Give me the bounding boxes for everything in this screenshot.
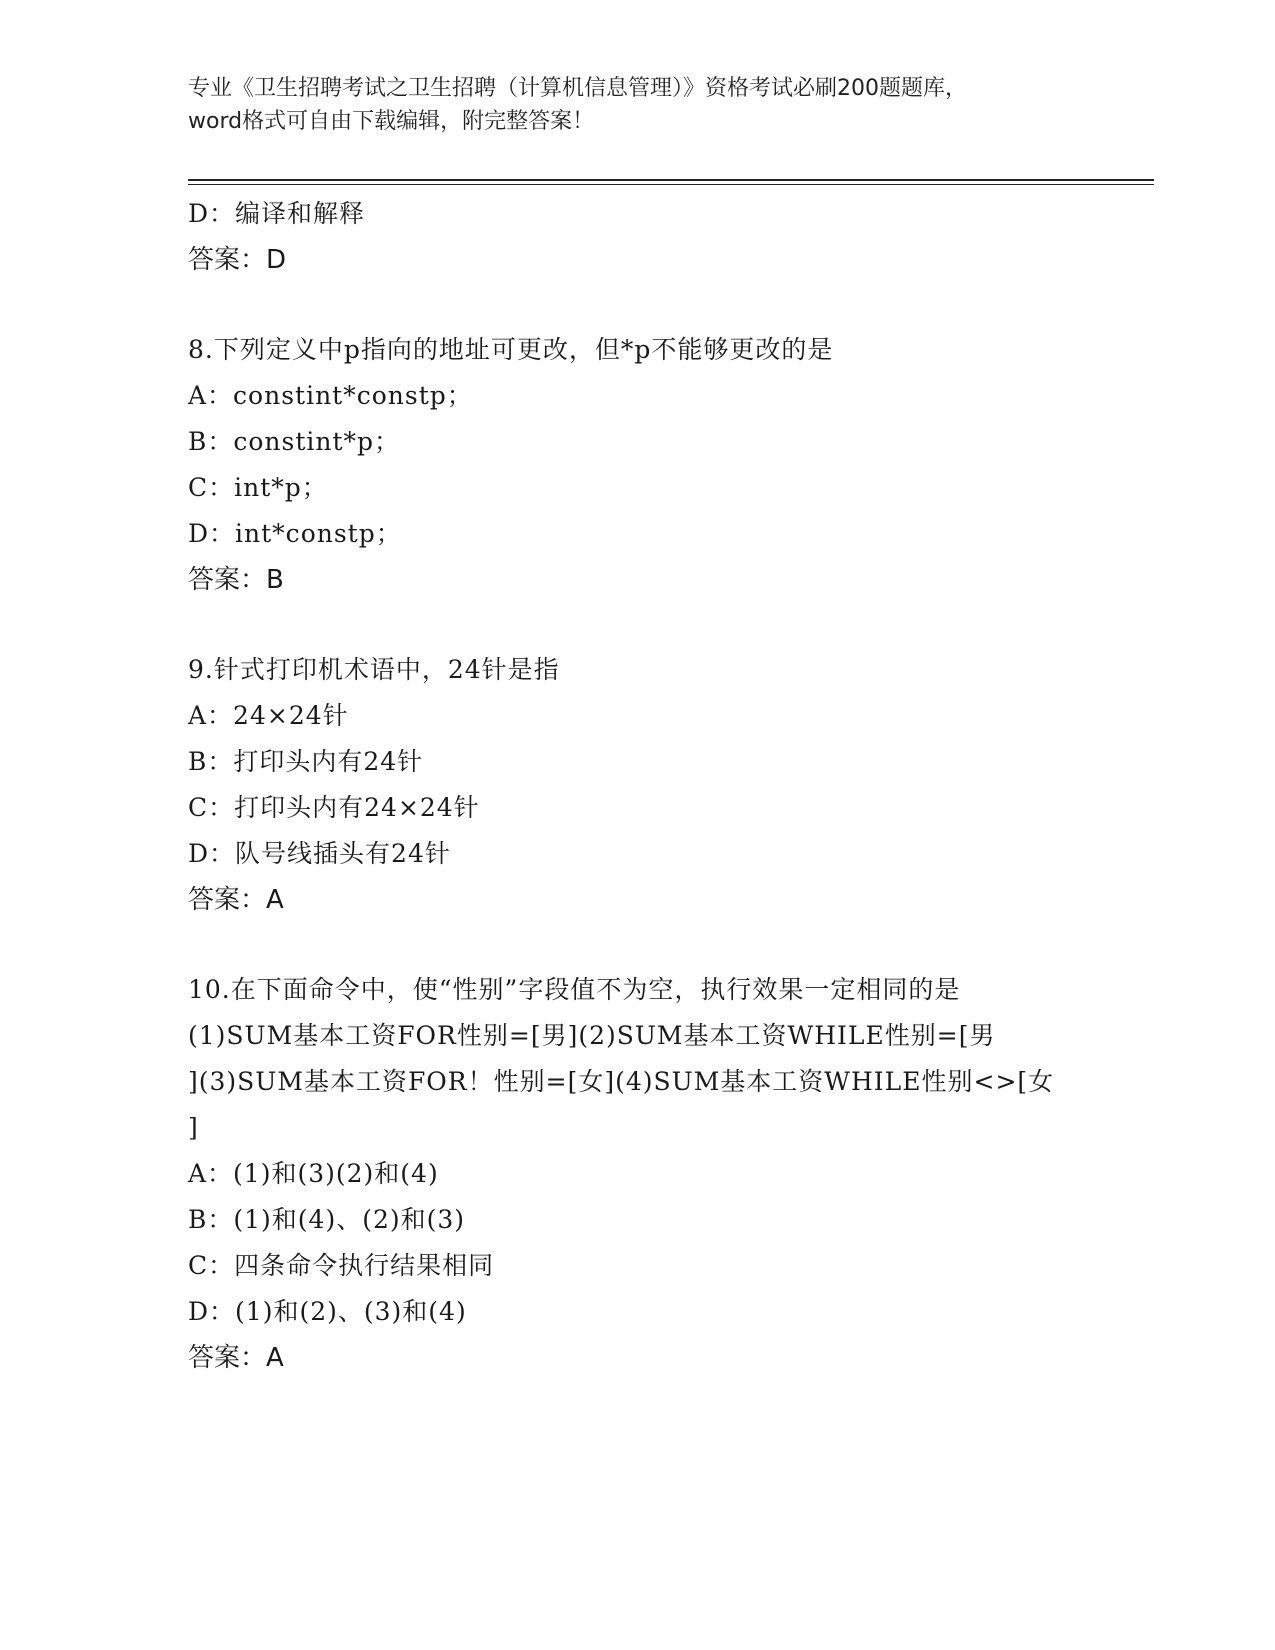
question-10-option-d: D：(1)和(2)、(3)和(4): [188, 1297, 467, 1326]
question-10-option-a: A：(1)和(3)(2)和(4): [188, 1159, 439, 1188]
spacer: [188, 923, 1108, 967]
question-9-option-d: D：队号线插头有24针: [188, 839, 451, 868]
question-8-option-c: C：int*p；: [188, 473, 328, 502]
question-8-option-a: A：constint*constp；: [188, 381, 473, 410]
question-9-option-b: B：打印头内有24针: [188, 747, 424, 776]
question-9-option-c: C：打印头内有24×24针: [188, 793, 480, 822]
question-10-stem-line-3: ](3)SUM基本工资FOR！性别=[女](4)SUM基本工资WHILE性别<>[女: [188, 1067, 1055, 1096]
spacer: [188, 603, 1108, 647]
header-title-line-2: word格式可自由下载编辑，附完整答案！: [188, 109, 595, 134]
page-header: [188, 72, 1088, 138]
question-9-answer: 答案：A: [188, 885, 284, 915]
question-10-option-b: B：(1)和(4)、(2)和(3): [188, 1205, 466, 1234]
prev-answer: 答案：D: [188, 245, 287, 275]
question-9-stem: 9.针式打印机术语中，24针是指: [188, 655, 560, 684]
question-10-stem-line-4: ]: [188, 1113, 199, 1142]
question-10-stem-line-1: 10.在下面命令中，使“性别”字段值不为空，执行效果一定相同的是: [188, 975, 961, 1004]
document-body: [188, 191, 1108, 1381]
question-10-answer: 答案：A: [188, 1343, 284, 1373]
spacer: [188, 283, 1108, 327]
question-8-option-d: D：int*constp；: [188, 519, 402, 548]
question-8-stem: 8.下列定义中p指向的地址可更改，但*p不能够更改的是: [188, 335, 834, 364]
header-divider: [188, 179, 1154, 185]
question-9-option-a: A：24×24针: [188, 701, 349, 730]
prev-option-d: D：编译和解释: [188, 199, 366, 228]
header-title-line-1: 专业《卫生招聘考试之卫生招聘（计算机信息管理）》资格考试必刷200题题库，: [188, 76, 967, 101]
question-8-answer: 答案：B: [188, 565, 284, 595]
question-8-option-b: B：constint*p；: [188, 427, 401, 456]
question-10-stem-line-2: (1)SUM基本工资FOR性别=[男](2)SUM基本工资WHILE性别=[男: [188, 1021, 996, 1050]
question-10-option-c: C：四条命令执行结果相同: [188, 1251, 495, 1280]
